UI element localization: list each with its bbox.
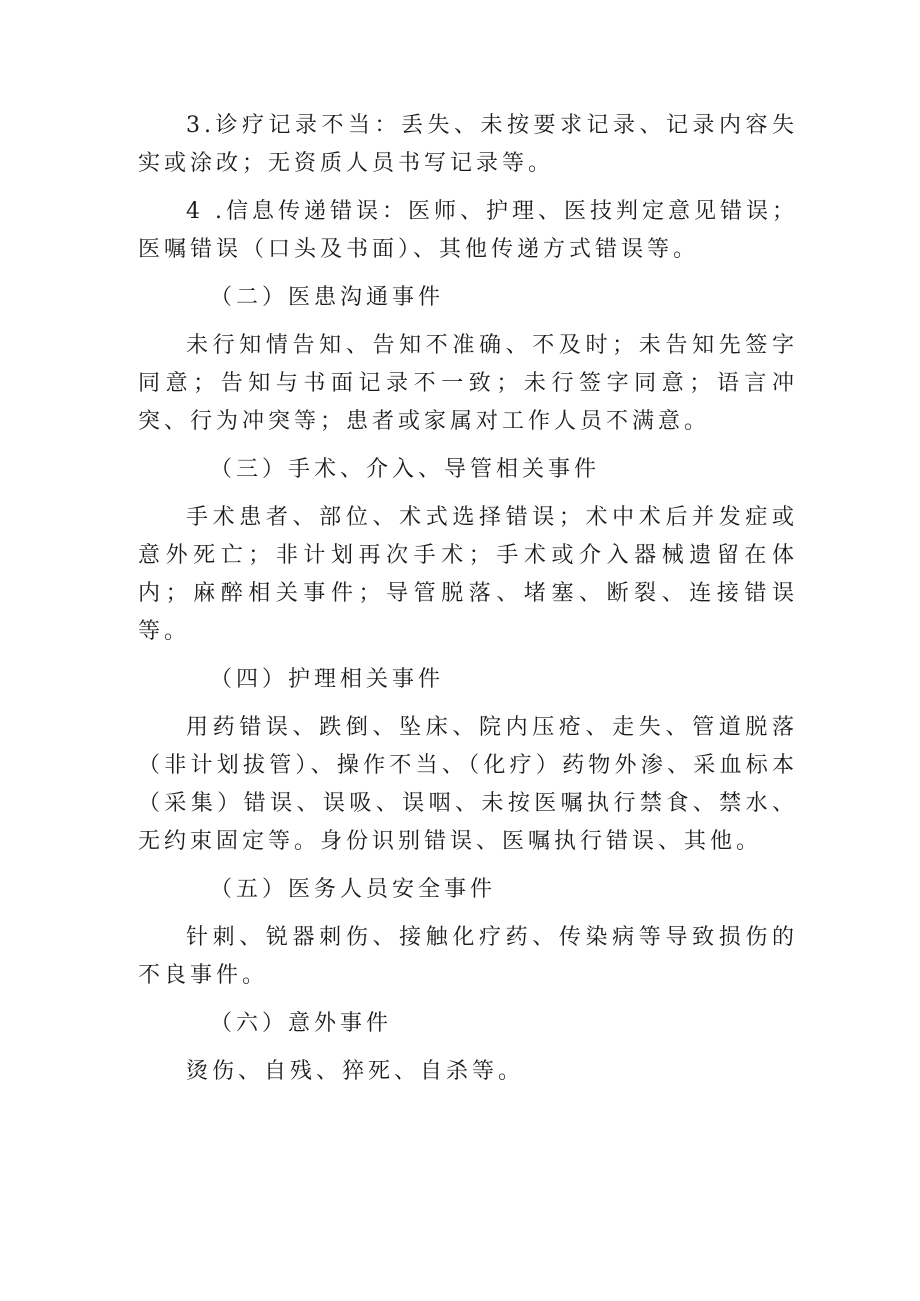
section-heading-nursing: （四）护理相关事件 (210, 667, 445, 692)
section-heading-surgery: （三）手术、介入、导管相关事件 (210, 457, 601, 482)
section-heading-accident: （六）意外事件 (210, 1011, 393, 1036)
paragraph-communication: 未行知情告知、告知不准确、不及时；未告知先签字同意；告知与书面记录不一致；未行签字同意；语言冲突、行为冲突等；患者或家属对工作人员不满意。 (138, 333, 798, 434)
section-heading-communication: （二）医患沟通事件 (210, 285, 445, 310)
document-body (138, 107, 798, 1101)
paragraph-nursing: 用药错误、跌倒、坠床、院内压疮、走失、管道脱落（非计划拔管）、操作不当、（化疗）药物外渗、采血标本（采集）错误、误吸、误咽、未按医嘱执行禁食、禁水、无约束固定等。身份识别错误、医嘱执行错误、其他。 (138, 715, 798, 854)
paragraph-info-transfer-error: 4 .信息传递错误：医师、护理、医技判定意见错误；医嘱错误（口头及书面）、其他传递方式错误等。 (138, 199, 798, 262)
paragraph-surgery: 手术患者、部位、术式选择错误；术中术后并发症或意外死亡；非计划再次手术；手术或介入器械遗留在体内；麻醉相关事件；导管脱落、堵塞、断裂、连接错误等。 (138, 505, 798, 644)
paragraph-staff-safety: 针刺、锐器刺伤、接触化疗药、传染病等导致损伤的不良事件。 (138, 925, 798, 988)
paragraph-accident: 烫伤、自残、猝死、自杀等。 (186, 1059, 525, 1084)
paragraph-record-improper: 3.诊疗记录不当：丢失、未按要求记录、记录内容失实或涂改；无资质人员书写记录等。 (138, 113, 798, 176)
section-heading-staff-safety: （五）医务人员安全事件 (210, 877, 497, 902)
